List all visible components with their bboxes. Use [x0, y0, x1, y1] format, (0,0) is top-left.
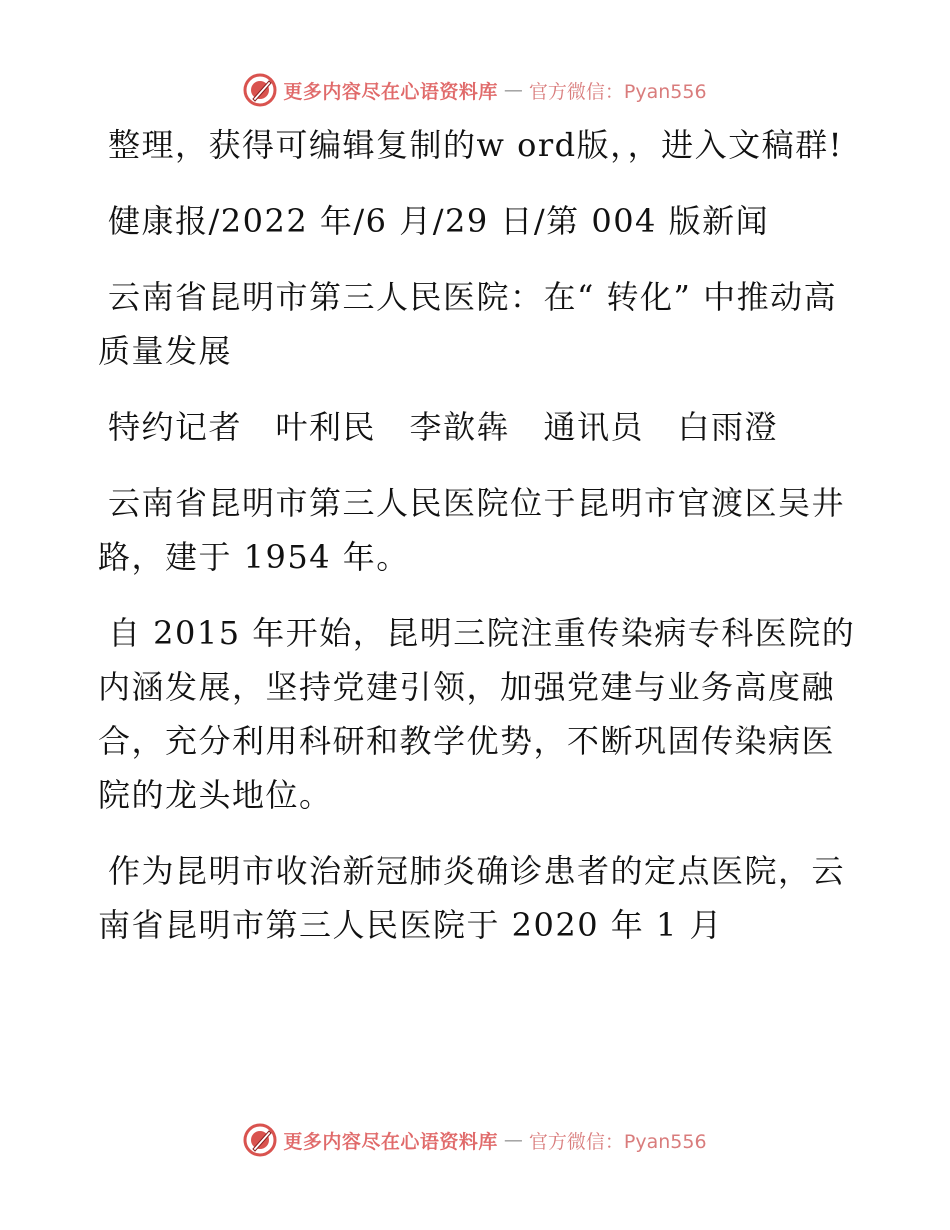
pen-logo-icon — [243, 73, 277, 107]
paragraph-article-title: 云南省昆明市第三人民医院：在“ 转化” 中推动高质量发展 — [98, 278, 838, 370]
watermark-separator: — — [503, 79, 523, 101]
pen-logo-icon — [243, 1123, 277, 1157]
watermark-site-text: 更多内容尽在心语资料库 — [283, 1130, 498, 1153]
paragraph-covid-designation: 作为昆明市收治新冠肺炎确诊患者的定点医院，云南省昆明市第三人民医院于 2020 年 1 月 — [98, 852, 846, 944]
watermark-site-text: 更多内容尽在心语资料库 — [283, 80, 498, 103]
paragraph-intro-note: 整理，获得可编辑复制的w ord版，，进入文稿群! — [108, 126, 843, 164]
watermark-footer — [0, 1120, 950, 1160]
document-body — [98, 118, 858, 952]
watermark-separator: — — [503, 1129, 523, 1151]
watermark-wechat-text: 官方微信：Pyan556 — [528, 1130, 707, 1153]
watermark-header — [0, 70, 950, 110]
paragraph-byline: 特约记者 叶利民 李歆犇 通讯员 白雨澄 — [108, 408, 779, 446]
paragraph-source-line: 健康报/2022 年/6 月/29 日/第 004 版新闻 — [108, 202, 770, 240]
paragraph-hospital-location: 云南省昆明市第三人民医院位于昆明市官渡区吴井路，建于 1954 年。 — [98, 484, 846, 576]
watermark-wechat-text: 官方微信：Pyan556 — [528, 80, 707, 103]
paragraph-development: 自 2015 年开始，昆明三院注重传染病专科医院的内涵发展，坚持党建引领，加强党建与业务高度融合，充分利用科研和教学优势，不断巩固传染病医院的龙头地位。 — [98, 614, 856, 814]
